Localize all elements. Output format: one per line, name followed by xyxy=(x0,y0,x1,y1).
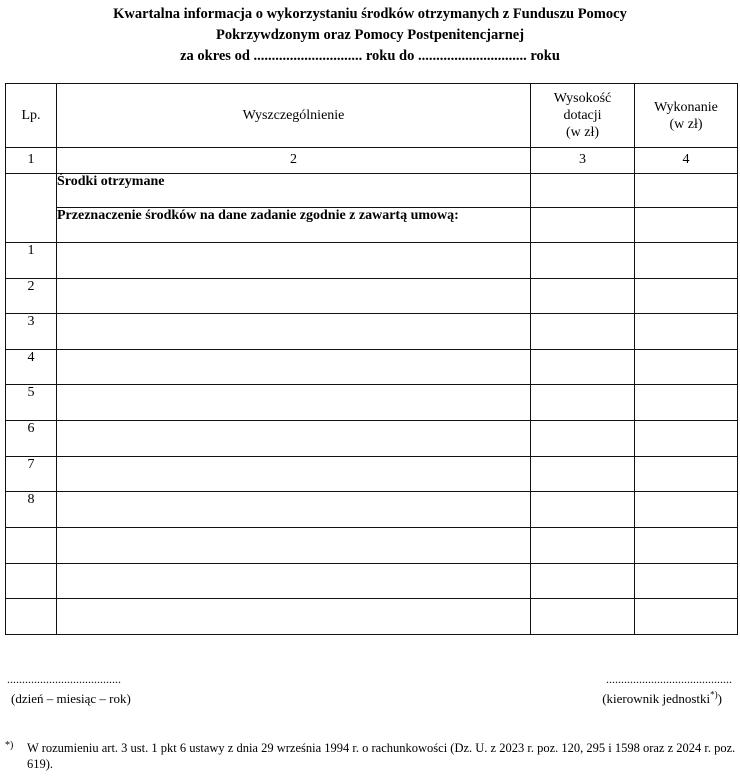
title-line-2: Pokrzywdzonym oraz Pomocy Postpenitencjarnej xyxy=(215,27,525,43)
execution-cell[interactable] xyxy=(635,208,738,243)
table-row xyxy=(6,242,738,278)
row-number xyxy=(6,563,57,599)
amount-cell[interactable] xyxy=(531,349,635,385)
row-number: 7 xyxy=(6,456,57,492)
execution-cell[interactable] xyxy=(635,314,738,350)
title-line-1: Kwartalna informacja o wykorzystaniu środków otrzymanych z Funduszu Pomocy xyxy=(113,6,627,22)
head-signature-line: .......................................... xyxy=(606,672,732,686)
table-row xyxy=(6,599,738,635)
description-cell[interactable] xyxy=(57,242,531,278)
column-number-row xyxy=(6,148,738,173)
head-signature-label xyxy=(602,691,722,707)
description-cell[interactable] xyxy=(57,456,531,492)
column-number: 3 xyxy=(531,148,635,173)
description-cell[interactable] xyxy=(57,314,531,350)
row-number: 1 xyxy=(6,242,57,278)
table-row xyxy=(6,456,738,492)
row-number: 2 xyxy=(6,278,57,314)
description-cell[interactable] xyxy=(57,563,531,599)
lp-cell xyxy=(6,208,57,243)
description-cell[interactable] xyxy=(57,421,531,457)
amount-cell[interactable] xyxy=(531,599,635,635)
description-cell[interactable] xyxy=(57,278,531,314)
table-row xyxy=(6,492,738,528)
amount-cell[interactable] xyxy=(531,173,635,208)
table-row xyxy=(6,278,738,314)
amount-cell[interactable] xyxy=(531,314,635,350)
header-execution xyxy=(635,84,738,148)
header-row xyxy=(6,84,738,148)
header-amount-line-1: Wysokość xyxy=(553,91,612,107)
lp-cell xyxy=(6,173,57,208)
table-row xyxy=(6,349,738,385)
execution-cell[interactable] xyxy=(635,349,738,385)
footnote xyxy=(5,740,737,772)
row-number xyxy=(6,527,57,563)
table-row xyxy=(6,314,738,350)
header-execution-line-1: Wykonanie xyxy=(654,99,718,115)
column-number: 1 xyxy=(6,148,57,173)
amount-cell[interactable] xyxy=(531,563,635,599)
execution-cell[interactable] xyxy=(635,173,738,208)
description-cell[interactable] xyxy=(57,349,531,385)
title-period-line: za okres od .............................. roku do .............................. roku xyxy=(180,48,560,64)
row-number: 6 xyxy=(6,421,57,457)
amount-cell[interactable] xyxy=(531,456,635,492)
execution-cell[interactable] xyxy=(635,242,738,278)
description-cell[interactable] xyxy=(57,492,531,528)
row-number: 3 xyxy=(6,314,57,350)
header-amount xyxy=(531,84,635,148)
section-purpose-row xyxy=(6,208,738,243)
row-number: 8 xyxy=(6,492,57,528)
column-number: 4 xyxy=(635,148,738,173)
header-execution-line-2: (w zł) xyxy=(669,116,703,132)
header-amount-line-2: dotacji xyxy=(563,108,602,124)
execution-cell[interactable] xyxy=(635,278,738,314)
row-number: 4 xyxy=(6,349,57,385)
amount-cell[interactable] xyxy=(531,385,635,421)
amount-cell[interactable] xyxy=(531,421,635,457)
amount-cell[interactable] xyxy=(531,208,635,243)
row-number xyxy=(6,599,57,635)
execution-cell[interactable] xyxy=(635,563,738,599)
execution-cell[interactable] xyxy=(635,599,738,635)
header-lp: Lp. xyxy=(6,84,57,148)
execution-cell[interactable] xyxy=(635,527,738,563)
footnote-text: W rozumieniu art. 3 ust. 1 pkt 6 ustawy z dnia 29 września 1994 r. o rachunkowości (Dz. U. z 2023 r. poz. 120, 295 i 1598 oraz z 2024 r. poz. 619). xyxy=(27,741,736,771)
head-signature-text: (kierownik jednostki xyxy=(602,691,711,706)
head-signature-footnote-mark: *) xyxy=(710,689,718,700)
date-signature-label: (dzień – miesiąc – rok) xyxy=(11,691,131,706)
description-cell[interactable] xyxy=(57,599,531,635)
amount-cell[interactable] xyxy=(531,527,635,563)
table-row xyxy=(6,527,738,563)
report-table xyxy=(5,83,738,635)
description-cell[interactable] xyxy=(57,527,531,563)
column-number: 2 xyxy=(57,148,531,173)
header-amount-line-3: (w zł) xyxy=(565,125,600,141)
section-purpose-label: Przeznaczenie środków na dane zadanie zgodnie z zawartą umową: xyxy=(57,208,531,243)
amount-cell[interactable] xyxy=(531,278,635,314)
execution-cell[interactable] xyxy=(635,456,738,492)
table-row xyxy=(6,563,738,599)
description-cell[interactable] xyxy=(57,385,531,421)
table-row xyxy=(6,421,738,457)
amount-cell[interactable] xyxy=(531,242,635,278)
section-received-row xyxy=(6,173,738,208)
footnote-mark: *) xyxy=(5,740,14,751)
section-received-label: Środki otrzymane xyxy=(57,173,531,208)
row-number: 5 xyxy=(6,385,57,421)
table-row xyxy=(6,385,738,421)
execution-cell[interactable] xyxy=(635,421,738,457)
date-signature-line: ...................................... xyxy=(7,672,121,686)
document-title xyxy=(0,4,740,67)
header-description: Wyszczególnienie xyxy=(57,84,531,148)
execution-cell[interactable] xyxy=(635,385,738,421)
amount-cell[interactable] xyxy=(531,492,635,528)
head-signature-close: ) xyxy=(717,691,722,706)
execution-cell[interactable] xyxy=(635,492,738,528)
